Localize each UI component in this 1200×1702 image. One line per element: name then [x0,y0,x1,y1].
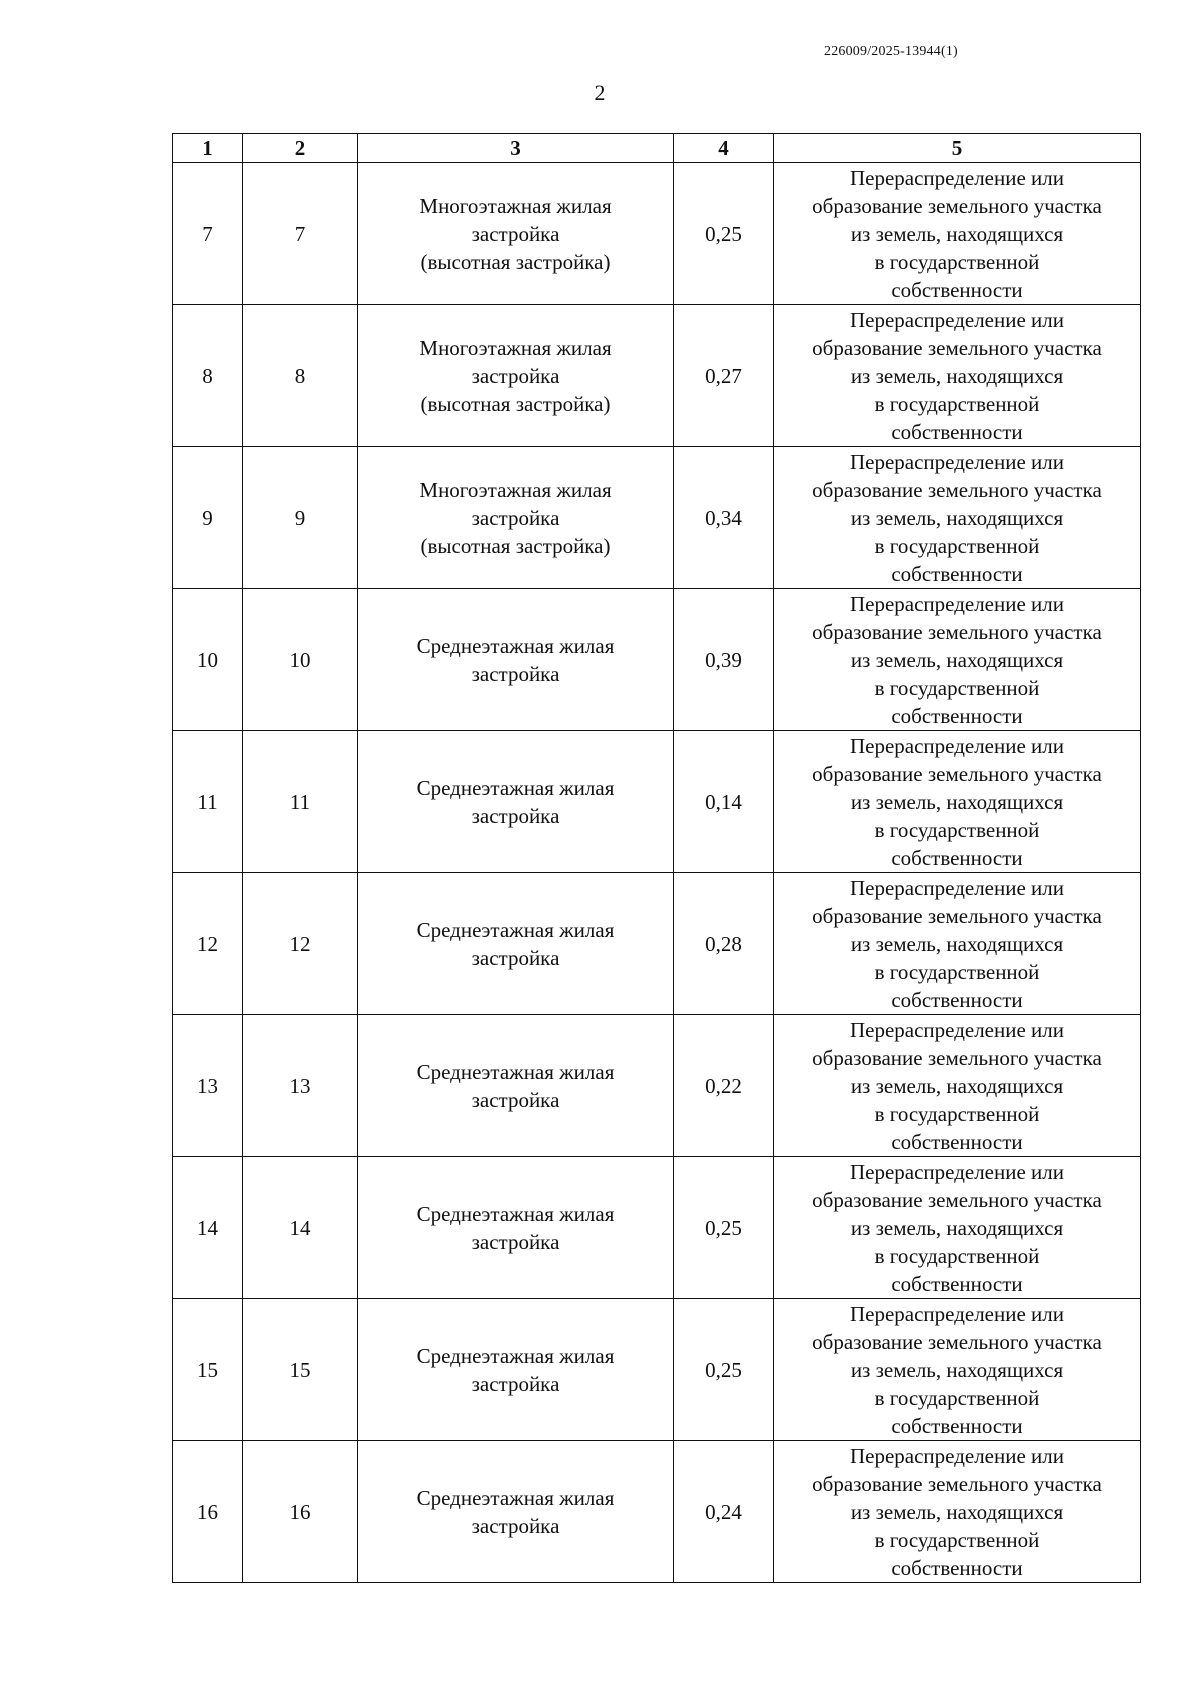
cell-col-2: 10 [243,589,358,731]
cell-col-4: 0,14 [674,731,774,873]
cell-col-1: 16 [173,1441,243,1583]
cell-col-1: 12 [173,873,243,1015]
cell-col-4: 0,28 [674,873,774,1015]
page-number: 2 [594,80,606,105]
cell-col-4: 0,39 [674,589,774,731]
cell-col-3: Многоэтажная жилая застройка (высотная застройка) [358,447,674,589]
table-row [173,873,1141,1015]
cell-col-1: 11 [173,731,243,873]
table-row [173,1015,1141,1157]
cell-col-3: Среднеэтажная жилая застройка [358,731,674,873]
cell-col-5: Перераспределение или образование земельного участка из земель, находящихся в государственной собственности [774,163,1141,305]
cell-col-4: 0,24 [674,1441,774,1583]
cell-col-4: 0,34 [674,447,774,589]
cell-col-3: Среднеэтажная жилая застройка [358,1157,674,1299]
table-row [173,1441,1141,1583]
cell-col-5: Перераспределение или образование земельного участка из земель, находящихся в государственной собственности [774,1299,1141,1441]
cell-col-2: 12 [243,873,358,1015]
cell-col-4: 0,25 [674,1157,774,1299]
cell-col-1: 10 [173,589,243,731]
table-row [173,305,1141,447]
cell-col-4: 0,22 [674,1015,774,1157]
cell-col-2: 14 [243,1157,358,1299]
cell-col-1: 13 [173,1015,243,1157]
cell-col-3: Среднеэтажная жилая застройка [358,589,674,731]
table-body [173,163,1141,1583]
cell-col-2: 7 [243,163,358,305]
cell-col-1: 8 [173,305,243,447]
table-row [173,589,1141,731]
column-header-3: 3 [358,134,674,163]
cell-col-3: Среднеэтажная жилая застройка [358,1299,674,1441]
cell-col-2: 15 [243,1299,358,1441]
cell-col-2: 11 [243,731,358,873]
cell-col-5: Перераспределение или образование земельного участка из земель, находящихся в государственной собственности [774,1015,1141,1157]
cell-col-1: 14 [173,1157,243,1299]
table-row [173,731,1141,873]
cell-col-2: 13 [243,1015,358,1157]
cell-col-2: 8 [243,305,358,447]
cell-col-4: 0,27 [674,305,774,447]
cell-col-5: Перераспределение или образование земельного участка из земель, находящихся в государственной собственности [774,589,1141,731]
column-header-1: 1 [173,134,243,163]
cell-col-5: Перераспределение или образование земельного участка из земель, находящихся в государственной собственности [774,731,1141,873]
cell-col-2: 16 [243,1441,358,1583]
cell-col-1: 7 [173,163,243,305]
column-header-4: 4 [674,134,774,163]
data-table [172,133,1141,1583]
cell-col-3: Среднеэтажная жилая застройка [358,1015,674,1157]
table-row [173,447,1141,589]
document-registration-number: 226009/2025-13944(1) [824,44,958,59]
cell-col-4: 0,25 [674,1299,774,1441]
cell-col-1: 9 [173,447,243,589]
cell-col-3: Среднеэтажная жилая застройка [358,873,674,1015]
table-header-row [173,134,1141,163]
cell-col-5: Перераспределение или образование земельного участка из земель, находящихся в государственной собственности [774,447,1141,589]
table-row [173,1157,1141,1299]
cell-col-5: Перераспределение или образование земельного участка из земель, находящихся в государственной собственности [774,1441,1141,1583]
cell-col-1: 15 [173,1299,243,1441]
table-row [173,163,1141,305]
cell-col-3: Многоэтажная жилая застройка (высотная застройка) [358,305,674,447]
cell-col-2: 9 [243,447,358,589]
column-header-5: 5 [774,134,1141,163]
cell-col-5: Перераспределение или образование земельного участка из земель, находящихся в государственной собственности [774,305,1141,447]
column-header-2: 2 [243,134,358,163]
cell-col-3: Многоэтажная жилая застройка (высотная застройка) [358,163,674,305]
table-row [173,1299,1141,1441]
cell-col-3: Среднеэтажная жилая застройка [358,1441,674,1583]
cell-col-5: Перераспределение или образование земельного участка из земель, находящихся в государственной собственности [774,873,1141,1015]
cell-col-5: Перераспределение или образование земельного участка из земель, находящихся в государственной собственности [774,1157,1141,1299]
cell-col-4: 0,25 [674,163,774,305]
table-header [173,134,1141,163]
